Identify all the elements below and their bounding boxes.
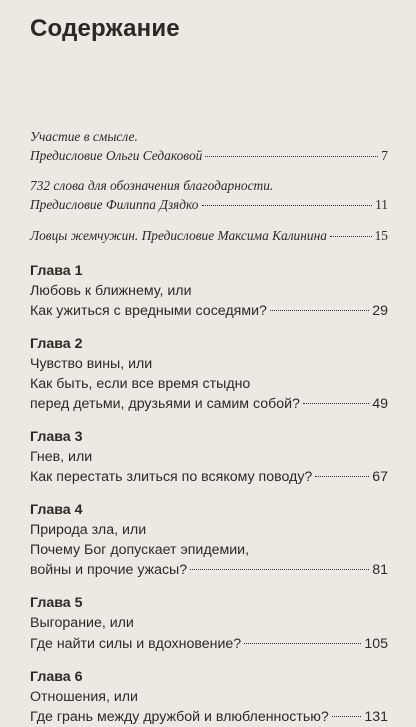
foreword-entry[interactable] <box>30 177 388 214</box>
chapter-text: Где грань между дружбой и влюбленностью? <box>30 708 329 725</box>
dot-leader <box>202 193 373 206</box>
chapter-label: Глава 1 <box>30 262 83 279</box>
chapter-label: Глава 6 <box>30 668 83 685</box>
forewords-list <box>30 128 388 246</box>
chapter-entry[interactable] <box>30 594 388 653</box>
foreword-text: Предисловие Ольги Седаковой <box>30 147 203 163</box>
chapter-text: Гнев, или <box>30 449 93 466</box>
foreword-text: Предисловие Филиппа Дзядко <box>30 197 199 213</box>
chapter-last-line <box>30 301 388 321</box>
foreword-text: 732 слова для обозначения благодарности. <box>30 178 274 194</box>
page-number: 11 <box>375 197 388 213</box>
chapter-text: Чувство вины, или <box>30 355 153 372</box>
chapter-text: Как перестать злиться по всякому поводу? <box>30 469 313 486</box>
page-number: 29 <box>372 302 388 319</box>
dot-leader <box>315 463 369 477</box>
dot-leader <box>205 144 378 157</box>
foreword-text: Участие в смысле. <box>30 129 138 144</box>
chapter-last-line <box>30 633 388 653</box>
dot-leader <box>330 224 372 237</box>
chapter-label: Глава 2 <box>30 335 83 352</box>
chapter-text: Природа зла, или <box>30 522 147 539</box>
chapter-text: Почему Бог допускает эпидемии, <box>30 542 250 559</box>
chapter-text: Выгорание, или <box>30 615 134 632</box>
chapter-entry[interactable] <box>30 428 388 487</box>
chapter-last-line <box>30 394 388 414</box>
dot-leader <box>190 556 369 570</box>
chapter-text: Как ужиться с вредными соседями? <box>30 302 267 319</box>
chapter-label: Глава 5 <box>30 595 83 612</box>
chapter-text: войны и прочие ужасы? <box>30 562 188 579</box>
chapter-line <box>30 354 388 374</box>
page-number: 105 <box>364 635 388 652</box>
foreword-entry[interactable] <box>30 128 388 165</box>
page-number: 67 <box>372 469 388 486</box>
page-number: 49 <box>372 396 388 413</box>
chapter-last-line <box>30 560 388 580</box>
foreword-entry-last-line <box>30 227 388 246</box>
foreword-entry-last-line <box>30 196 388 215</box>
page-number: 15 <box>374 228 388 244</box>
dot-leader <box>270 297 369 311</box>
chapter-last-line <box>30 707 388 727</box>
chapter-text: Любовь к ближнему, или <box>30 282 192 299</box>
chapter-entry[interactable] <box>30 335 388 414</box>
chapter-last-line <box>30 467 388 487</box>
foreword-entry[interactable] <box>30 227 388 246</box>
chapter-label: Глава 3 <box>30 429 83 446</box>
dot-leader <box>332 703 362 717</box>
dot-leader <box>244 629 361 643</box>
foreword-text: Ловцы жемчужин. Предисловие Максима Калинина <box>30 228 327 244</box>
page-title: Содержание <box>30 15 180 42</box>
dot-leader <box>303 390 369 404</box>
chapter-text: Где найти силы и вдохновение? <box>30 635 242 652</box>
chapter-text: Как быть, если все время стыдно <box>30 375 251 392</box>
chapter-entry[interactable] <box>30 668 388 727</box>
chapter-line <box>30 520 388 540</box>
chapter-label: Глава 4 <box>30 502 83 519</box>
chapter-text: перед детьми, друзьями и самим собой? <box>30 396 300 413</box>
foreword-entry-last-line <box>30 147 388 166</box>
chapter-entry[interactable] <box>30 501 388 580</box>
page-number: 7 <box>381 147 388 163</box>
chapters-list <box>30 262 388 727</box>
page-number: 81 <box>372 562 388 579</box>
chapter-entry[interactable] <box>30 262 388 321</box>
chapter-text: Отношения, или <box>30 688 138 705</box>
page-number: 131 <box>364 708 388 725</box>
